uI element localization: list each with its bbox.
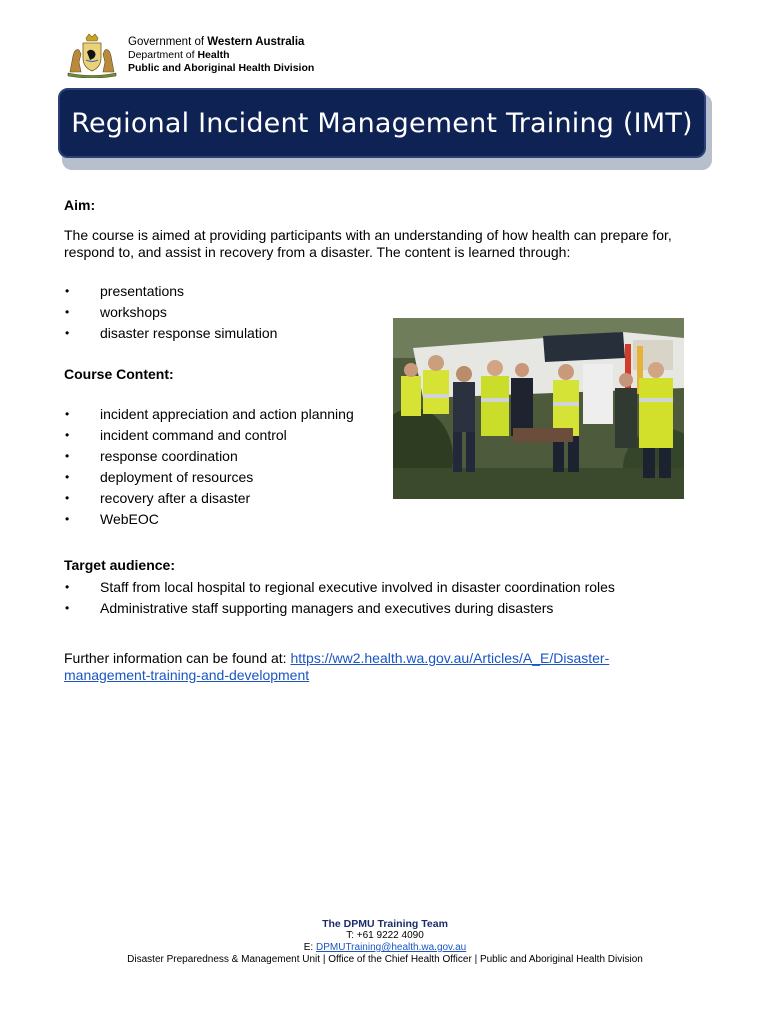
target-audience-list <box>64 577 615 619</box>
footer-team: The DPMU Training Team <box>322 918 448 930</box>
footer-email: E: DPMUTraining@health.wa.gov.au <box>303 942 467 953</box>
banner-box <box>58 88 706 158</box>
page-title: Regional Incident Management Training (IMT) <box>71 107 693 139</box>
course-content-list <box>64 404 354 530</box>
division-name: Public and Aboriginal Health Division <box>128 61 315 74</box>
list-item: • recovery after a disaster <box>65 490 251 506</box>
photo-illustration <box>393 318 684 499</box>
list-item: • incident appreciation and action planning <box>65 406 354 422</box>
further-info <box>64 650 704 684</box>
list-item: • workshops <box>65 304 167 320</box>
footer-unit: Disaster Preparedness & Management Unit | Office of the Chief Health Officer | Public and Aboriginal Health Division <box>127 954 643 965</box>
target-audience-heading: Target audience: <box>64 557 175 573</box>
aim-heading: Aim: <box>64 197 96 213</box>
footer <box>0 918 770 966</box>
aim-text: The course is aimed at providing participants with an understanding of how health can prepare for, respond to, and assist in recovery from a disaster. The content is learned through: <box>64 227 672 260</box>
list-item: • Staff from local hospital to regional executive involved in disaster coordination roles <box>65 579 615 595</box>
further-info-text: Further information can be found at: <box>64 650 291 666</box>
department-header <box>64 30 314 80</box>
title-banner <box>58 88 710 164</box>
aim-list <box>64 281 277 344</box>
wa-coat-of-arms-icon <box>64 32 120 78</box>
list-item: • incident command and control <box>65 427 287 443</box>
list-item: • disaster response simulation <box>65 325 278 341</box>
list-item: • Administrative staff supporting managers and executives during disasters <box>65 600 554 616</box>
further-info-link[interactable]: https://ww2.health.wa.gov.au/Articles/A_E/Disaster- management-training-and-development <box>64 650 610 683</box>
org-name: Government of Western Australia <box>128 35 305 48</box>
list-item: • presentations <box>65 283 185 299</box>
disaster-response-photo <box>393 318 684 499</box>
department-name: Department of Health <box>128 48 230 61</box>
list-item: • response coordination <box>65 448 238 464</box>
list-item: • deployment of resources <box>65 469 254 485</box>
course-content-heading: Course Content: <box>64 366 174 382</box>
list-item: • WebEOC <box>65 511 159 527</box>
footer-phone: T: +61 9222 4090 <box>346 930 424 941</box>
footer-email-link[interactable]: DPMUTraining@health.wa.gov.au <box>316 942 467 953</box>
